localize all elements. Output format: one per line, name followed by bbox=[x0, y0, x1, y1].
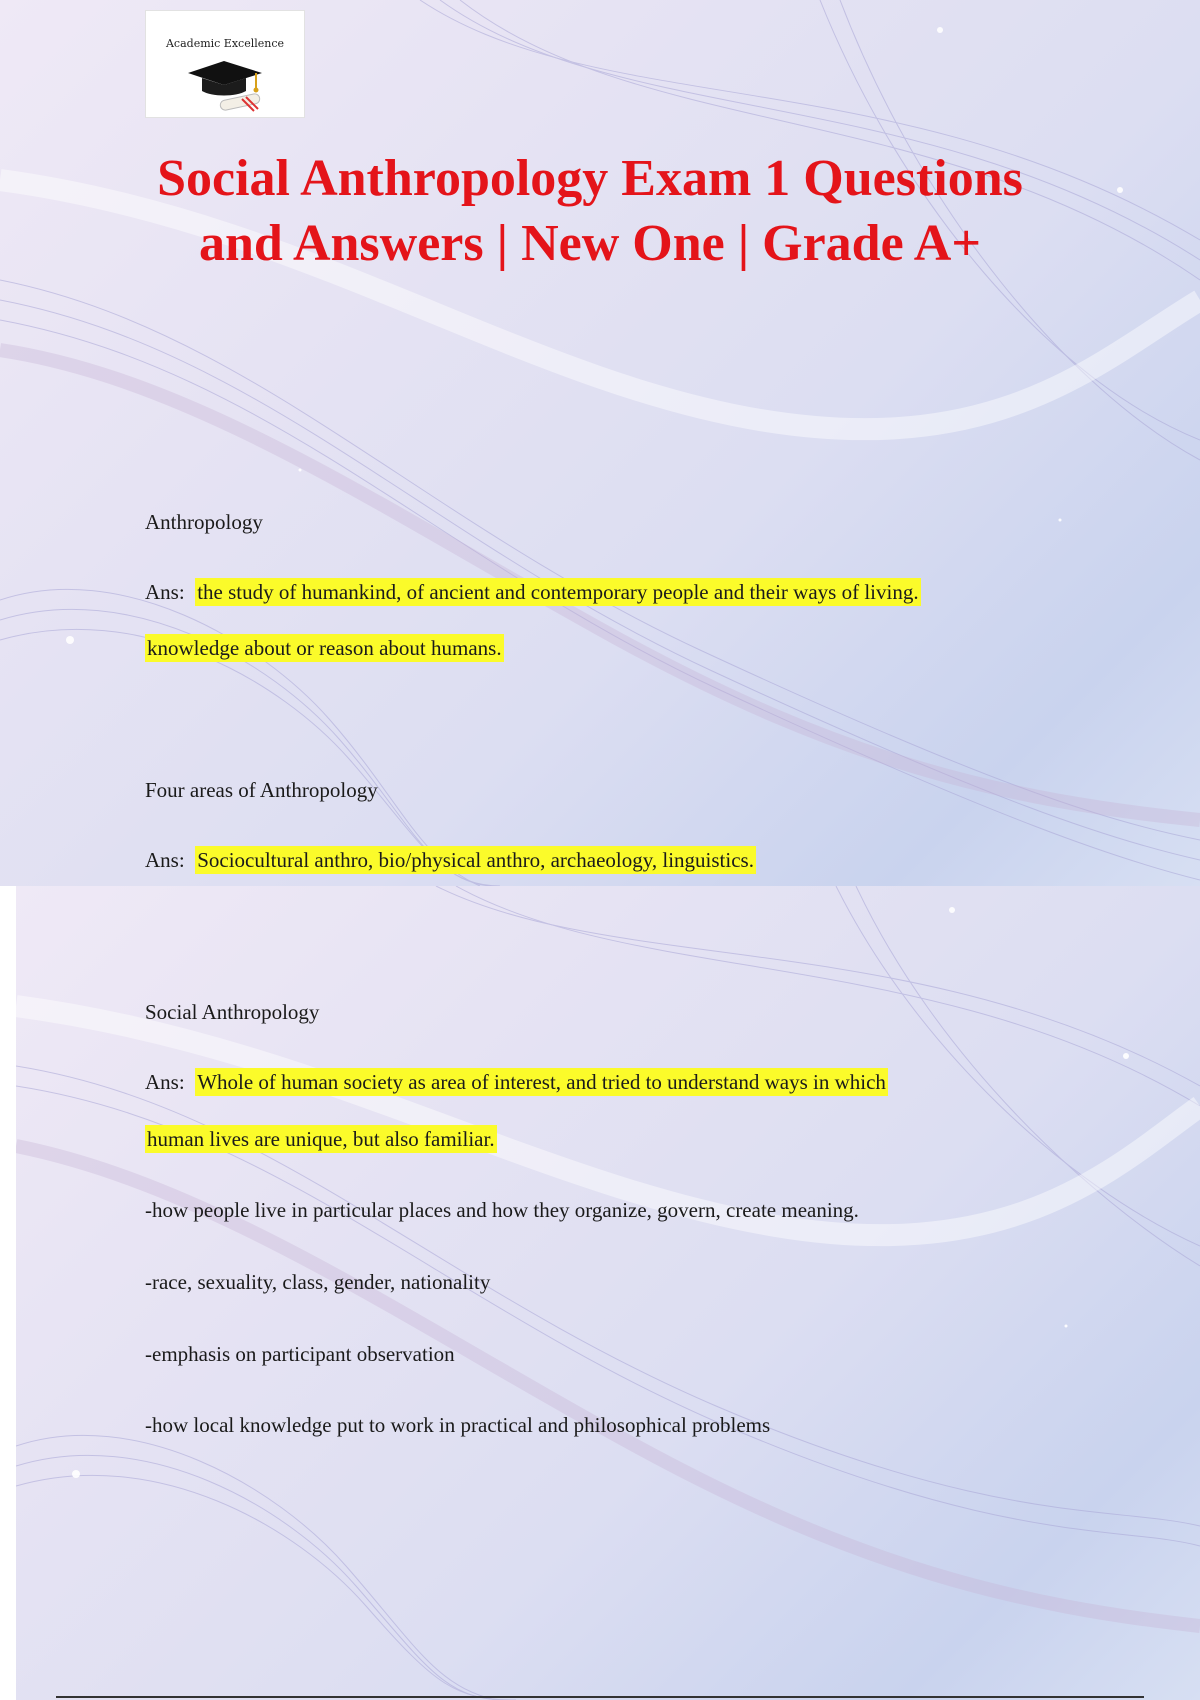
footer-rule bbox=[56, 1696, 1144, 1698]
document-title: Social Anthropology Exam 1 Questions and Answers | New One | Grade A+ bbox=[157, 150, 1023, 272]
note-line: -emphasis on participant observation bbox=[145, 1342, 455, 1366]
question-3: Social Anthropology bbox=[145, 1000, 320, 1024]
answer-highlight: Whole of human society as area of interest, and tried to understand ways in which bbox=[197, 1070, 886, 1094]
logo bbox=[145, 10, 305, 118]
ans-label: Ans: bbox=[145, 1070, 185, 1094]
answer-highlight: the study of humankind, of ancient and contemporary people and their ways of living. bbox=[197, 580, 919, 604]
answer-3-line-1 bbox=[145, 1070, 888, 1095]
answer-1-line-2 bbox=[145, 636, 504, 661]
question-2: Four areas of Anthropology bbox=[145, 778, 378, 802]
answer-1-line-1 bbox=[145, 580, 921, 605]
answer-highlight: human lives are unique, but also familiar. bbox=[147, 1127, 495, 1151]
ans-label: Ans: bbox=[145, 580, 185, 604]
answer-3-line-2 bbox=[145, 1127, 497, 1152]
logo-text: Academic Excellence bbox=[165, 37, 285, 50]
question-1: Anthropology bbox=[145, 510, 263, 534]
graduation-cap-icon bbox=[184, 59, 268, 115]
answer-highlight: Sociocultural anthro, bio/physical anthro, archaeology, linguistics. bbox=[197, 848, 754, 872]
answer-highlight: knowledge about or reason about humans. bbox=[147, 636, 502, 660]
ans-label: Ans: bbox=[145, 848, 185, 872]
note-line: -how local knowledge put to work in practical and philosophical problems bbox=[145, 1413, 771, 1437]
answer-2-line-1 bbox=[145, 848, 756, 873]
note-line: -race, sexuality, class, gender, nationality bbox=[145, 1270, 491, 1294]
note-line: -how people live in particular places and how they organize, govern, create meaning. bbox=[145, 1198, 859, 1222]
